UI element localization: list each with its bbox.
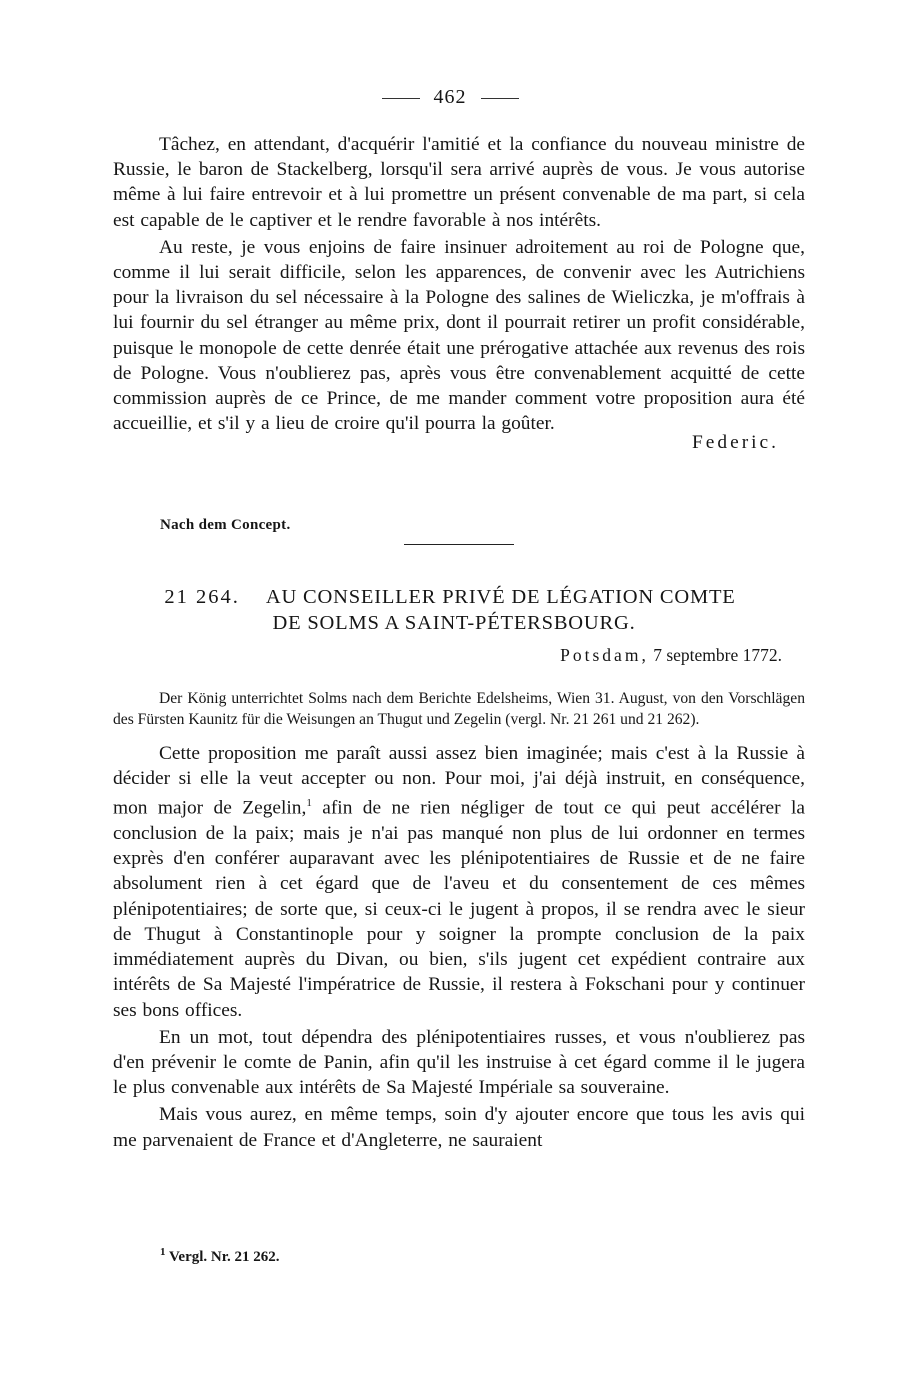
- footnote-mark: 1: [160, 1246, 166, 1258]
- signature: Federic.: [692, 432, 779, 454]
- footnote-ref: 1: [306, 797, 312, 810]
- heading-text-1: AU CONSEILLER PRIVÉ DE LÉGATION COMTE: [265, 586, 736, 608]
- date-place: Potsdam,: [560, 645, 649, 665]
- source-note: Nach dem Concept.: [160, 517, 291, 533]
- letter1-paragraph-1: Tâchez, en attendant, d'acquérir l'amitié et la confiance du nouveau ministre de Russie, le baron de Stackelberg, lorsqu'il sera arrivé auprès de vous. Je vous autorise même à lui faire entrevoir et à lui promettre un présent convenable de ma part, si cela est capable de le captiver et le rendre favorable à nos intérêts.: [113, 134, 805, 231]
- letter2-paragraph-3: Mais vous aurez, en même temps, soin d'y ajouter encore que tous les avis qui me parvenaient de France et d'Angleterre, ne sauraient: [113, 1104, 805, 1151]
- dateline: [560, 645, 782, 666]
- letter1-paragraph-2: Au reste, je vous enjoins de faire insinuer adroitement au roi de Pologne que, comme il lui serait difficile, selon les apparences, de convenir avec les Autrichiens pour la livraison du sel nécessaire à la Pologne des salines de Wieliczka, je m'offrais à lui fournir du sel étranger au même prix, dont il pourrait retirer un profit considérable, puisque le monopole de cette denrée était une prérogative attachée aux revenus des rois de Pologne. Vous n'oublierez pas, après vous être convenablement acquitté de cette commission auprès de ce Prince, de me mander comment votre proposition aura été accueillie, et s'il y a lieu de croire qu'il pourra la goûter.: [113, 236, 805, 435]
- letter2-heading-line2: [0, 612, 900, 635]
- letter1-body: [113, 132, 805, 458]
- p1-text-a: Cette proposition me paraît aussi assez bien imaginée; mais c'est à la Russie à décider si elle la veut accepter ou non. Pour moi, j'ai déjà instruit, en conséquence, mon major de Zegelin,: [113, 743, 805, 819]
- letter2-body: [113, 741, 805, 1153]
- footnote: [160, 1246, 280, 1266]
- letter2-summary: Der König unterrichtet Solms nach dem Berichte Edelsheims, Wien 31. August, von den Vorschlägen des Fürsten Kaunitz für die Weisungen an Thugut und Zegelin (vergl. Nr. 21 261 und 21 262).: [113, 689, 805, 729]
- letter2-paragraph-1: [113, 741, 805, 1023]
- section-divider: [404, 544, 514, 545]
- letter-number: 21 264.: [164, 586, 240, 608]
- page-header: [0, 86, 900, 109]
- p1-text-b: afin de ne rien négliger de tout ce qui peut accélérer la conclusion de la paix; mais je n'ai pas manqué non plus de lui ordonner en termes exprès d'en conférer auparavant avec les plénipotentiaires de Russie et de ne faire absolument rien à cet égard que de l'aveu et du consentement de ces mêmes plénipotentiaires; de sorte que, si ceux-ci le jugent à propos, il se rendra avec le sieur de Thugut à Constantinople pour y soigner la prompte conclusion de la paix immédiatement auprès du Divan, ou bien, s'ils jugent cet expédient contraire aux intérêts de Sa Majesté l'impératrice de Russie, il restera à Fokschani pour y continuer ses bons offices.: [113, 797, 805, 1021]
- heading-text-2: DE SOLMS A SAINT-PÉTERSBOURG.: [272, 612, 636, 634]
- letter2-paragraph-2: En un mot, tout dépendra des plénipotentiaires russes, et vous n'oublierez pas d'en prévenir le comte de Panin, afin qu'il les instruise à cet égard comme il le jugera le plus convenable aux intérêts de Sa Majesté Impériale sa souveraine.: [113, 1026, 805, 1099]
- footnote-text: Vergl. Nr. 21 262.: [165, 1249, 280, 1265]
- header-rule-right: [481, 98, 519, 99]
- date: 7 septembre 1772.: [653, 645, 782, 665]
- header-rule-left: [382, 98, 420, 99]
- letter2-heading-line1: [0, 586, 900, 609]
- signature-row: [113, 432, 805, 458]
- page-number: 462: [433, 86, 467, 108]
